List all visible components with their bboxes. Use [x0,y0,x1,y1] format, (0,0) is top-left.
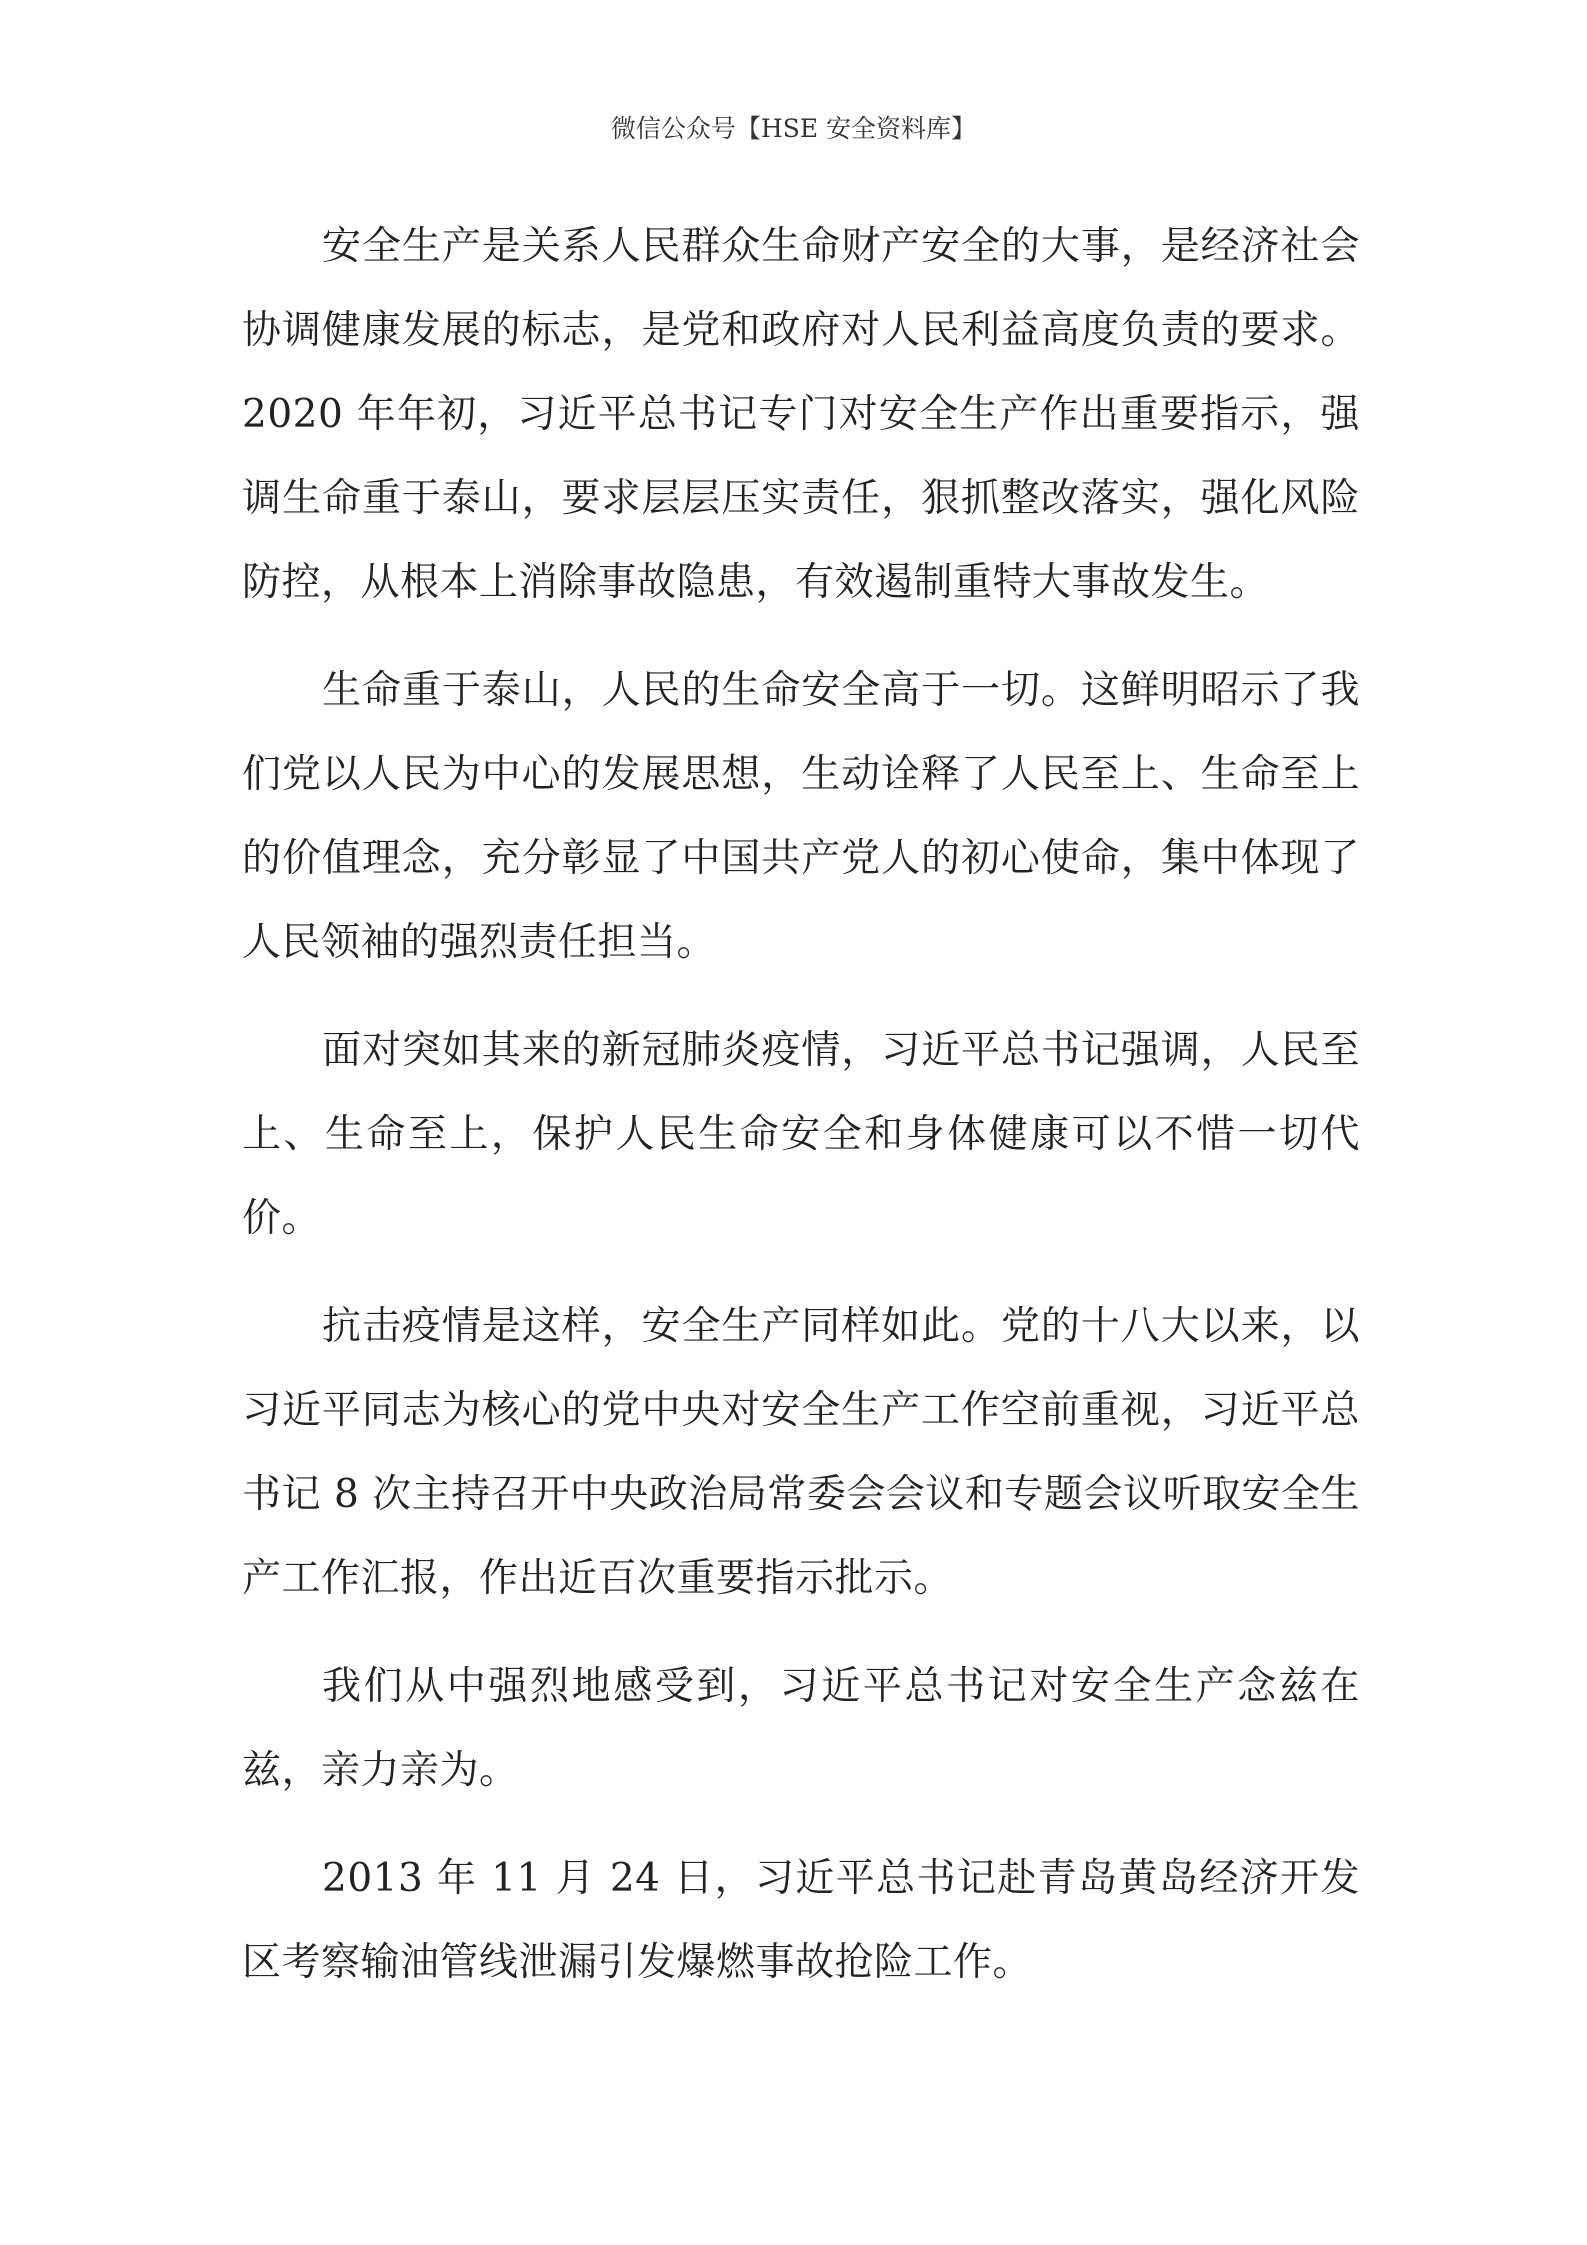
paragraph: 我们从中强烈地感受到，习近平总书记对安全生产念兹在兹，亲力亲为。 [242,1664,1360,1793]
paragraph: 抗击疫情是这样，安全生产同样如此。党的十八大以来，以习近平同志为核心的党中央对安全生产工作空前重视，习近平总书记 8 次主持召开中央政治局常委会会议和专题会议听取安全生产工作汇报，作出近百次重要指示批示。 [242,1304,1360,1601]
page-header: 微信公众号【HSE 安全资料库】 [610,114,977,143]
document-body [242,205,1360,2005]
paragraph: 生命重于泰山，人民的生命安全高于一切。这鲜明昭示了我们党以人民为中心的发展思想，生动诠释了人民至上、生命至上的价值理念，充分彰显了中国共产党人的初心使命，集中体现了人民领袖的强烈责任担当。 [242,668,1360,965]
paragraph: 安全生产是关系人民群众生命财产安全的大事，是经济社会协调健康发展的标志，是党和政府对人民利益高度负责的要求。2020 年年初，习近平总书记专门对安全生产作出重要指示，强调生命重于泰山，要求层层压实责任，狠抓整改落实，强化风险防控，从根本上消除事故隐患，有效遏制重特大事故发生。 [242,224,1360,605]
paragraph: 2013 年 11 月 24 日，习近平总书记赴青岛黄岛经济开发区考察输油管线泄漏引发爆燃事故抢险工作。 [242,1856,1360,1985]
paragraph: 面对突如其来的新冠肺炎疫情，习近平总书记强调，人民至上、生命至上，保护人民生命安全和身体健康可以不惜一切代价。 [242,1028,1360,1241]
